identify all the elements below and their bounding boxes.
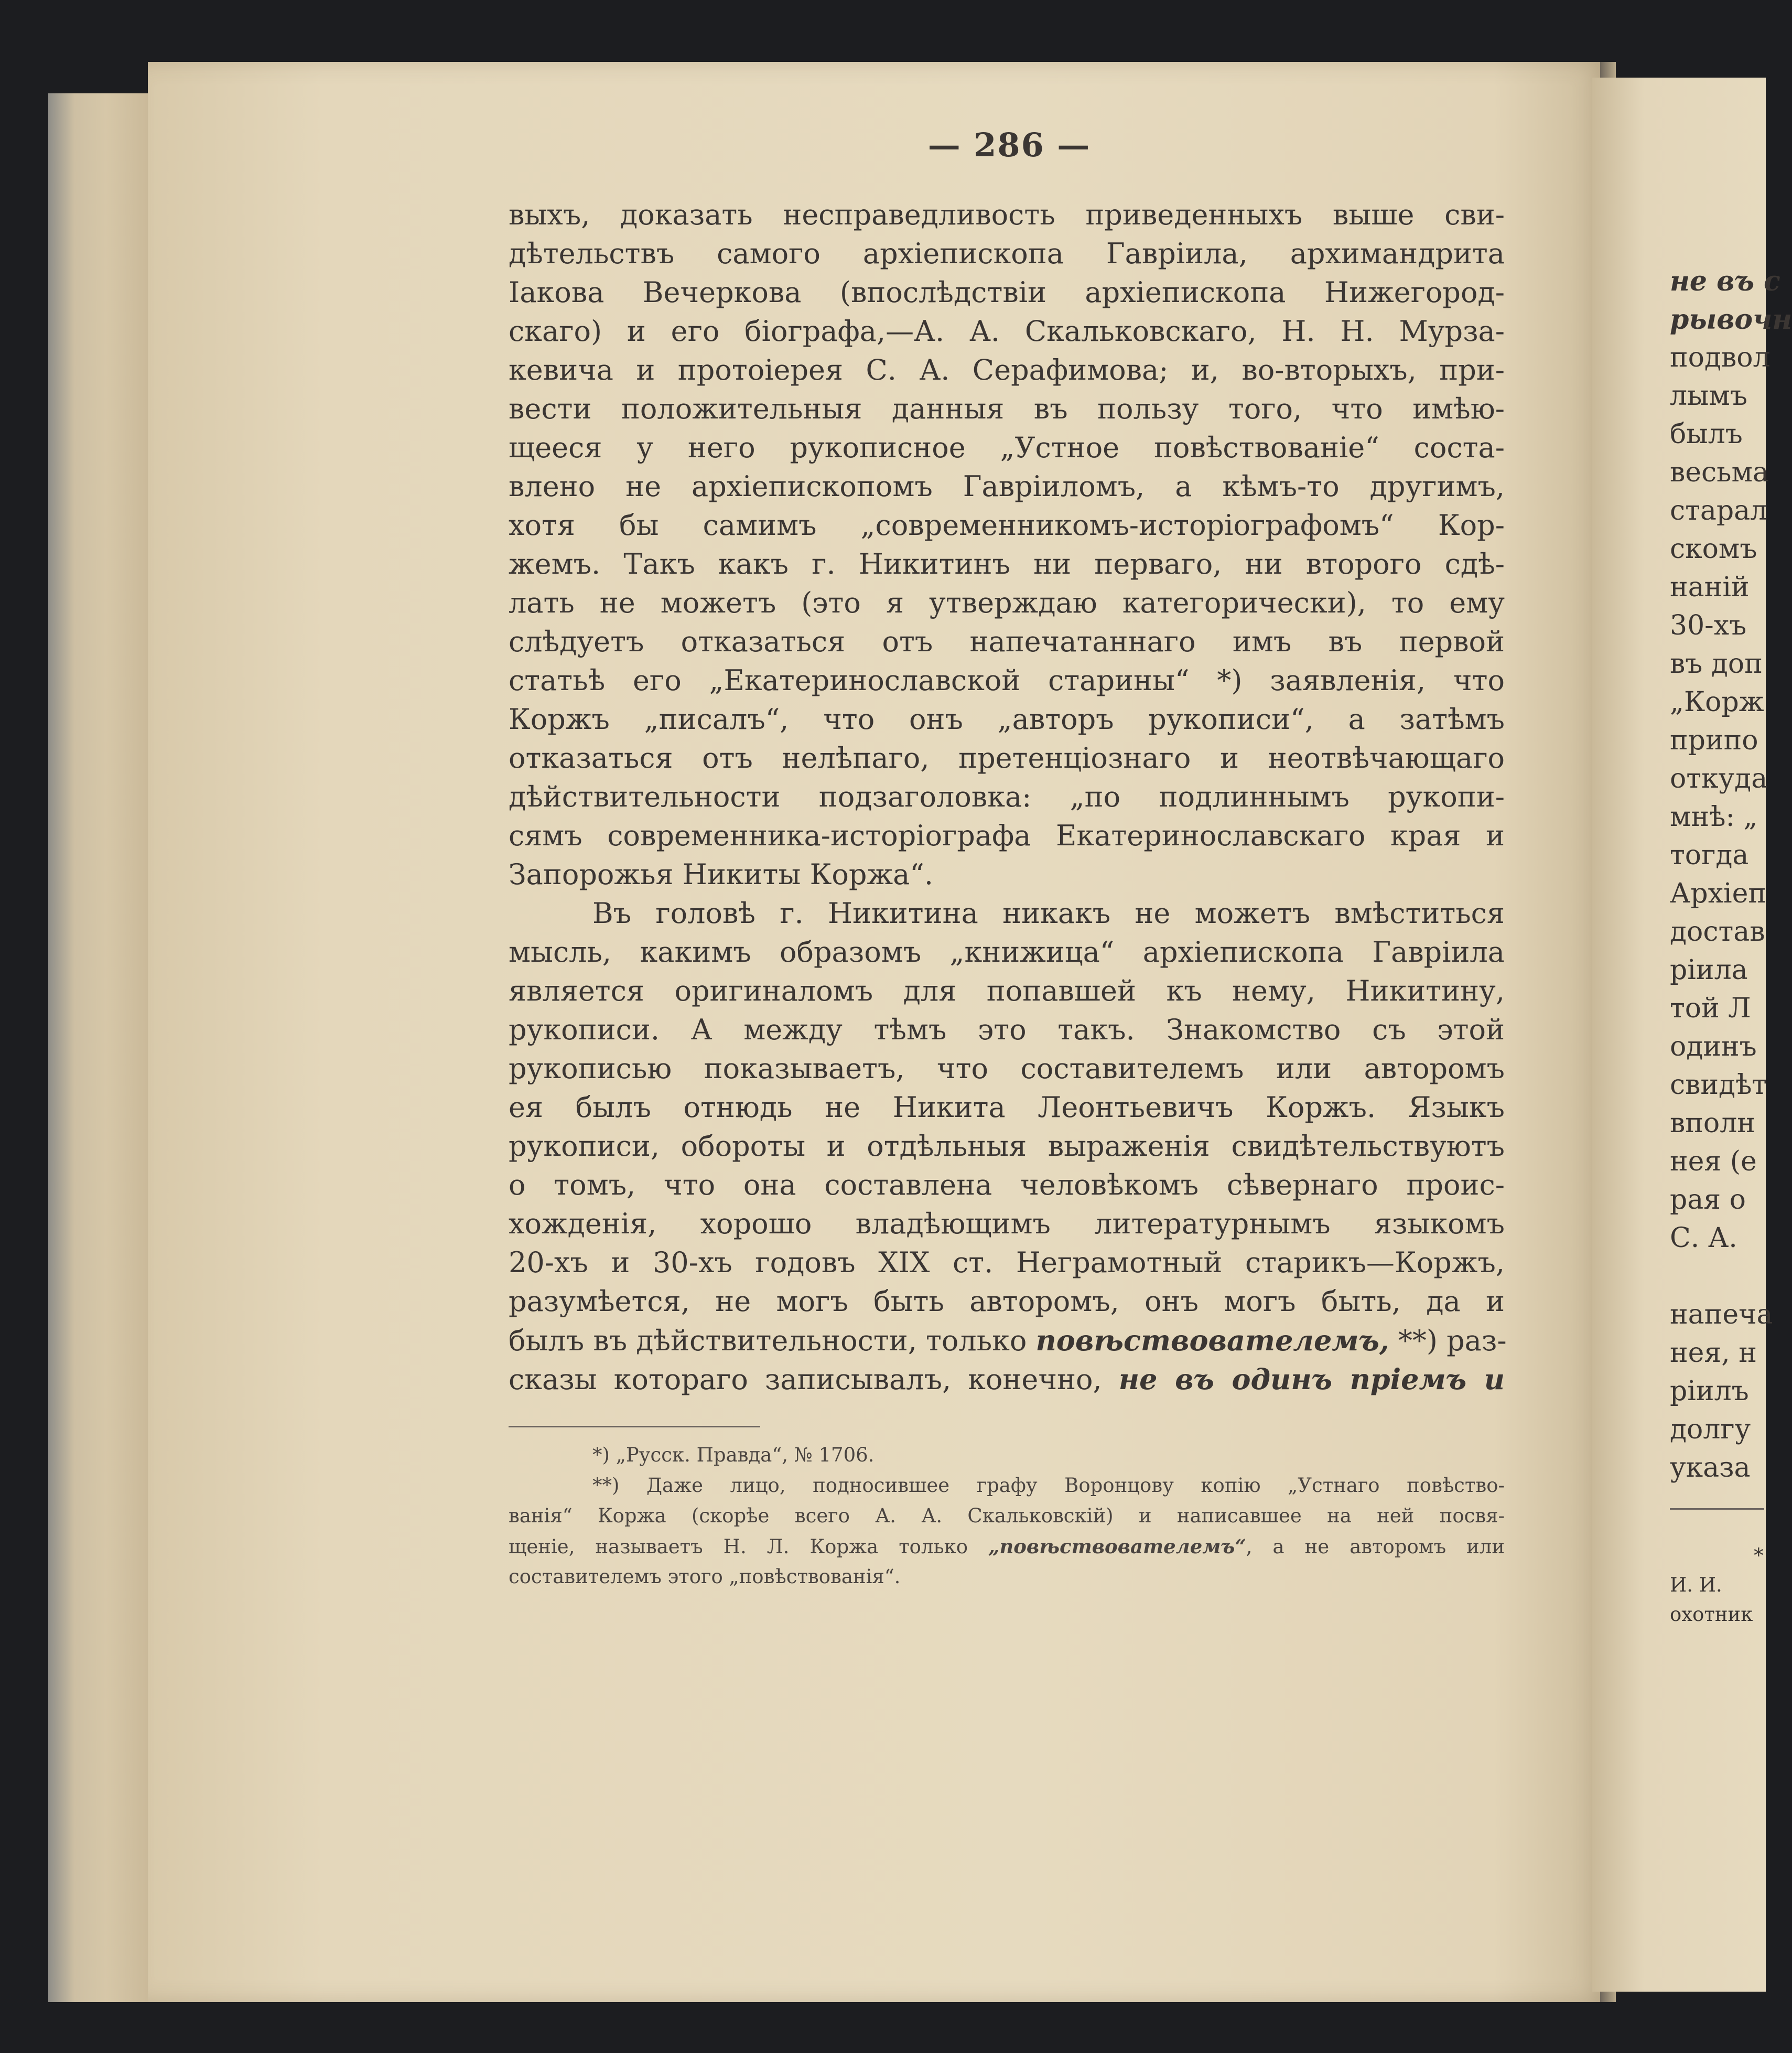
text-line: лать не можетъ (это я утверждаю категорически), то ему <box>509 586 1505 619</box>
footnote-2-line: **) Даже лицо, подносившее графу Воронцову копію „Устнаго повѣство- <box>592 1474 1505 1497</box>
text-line: выхъ, доказать несправедливость приведенныхъ выше сви- <box>509 198 1505 231</box>
right-text-line: припо <box>1670 725 1758 756</box>
text-line: щееся у него рукописное „Устное повѣствованіе“ соста- <box>509 431 1505 464</box>
text-line: слѣдуетъ отказаться отъ напечатаннаго имъ въ первой <box>509 625 1505 658</box>
text-line: дѣйствительности подзаголовка: „по подлиннымъ рукопи- <box>509 780 1505 813</box>
right-text-line: долгу <box>1670 1414 1751 1445</box>
text-line <box>509 1321 1505 1360</box>
text-line: рукописи, обороты и отдѣльныя выраженія свидѣтельствуютъ <box>509 1130 1505 1163</box>
text-segment: сказы котораго записывалъ, конечно, <box>509 1363 1102 1396</box>
right-page-text <box>1670 262 1792 1629</box>
text-segment: **) раз- <box>1398 1324 1507 1357</box>
right-text-line: свидѣт <box>1670 1069 1767 1101</box>
page-number: — 286 — <box>927 126 1091 164</box>
right-text-line: откуда <box>1670 763 1768 794</box>
left-page-text <box>509 126 1505 1592</box>
text-line: сямъ современника-исторіографа Екатеринославскаго края и <box>509 819 1505 852</box>
right-text-line: одинъ <box>1670 1031 1757 1062</box>
right-text-line <box>1670 1257 1775 1296</box>
text-line: вести положительныя данныя въ пользу того, что имѣю- <box>509 392 1505 425</box>
right-footnote-line: охотник <box>1670 1603 1753 1626</box>
text-line: жемъ. Такъ какъ г. Никитинъ ни перваго, ни второго сдѣ- <box>509 547 1505 581</box>
right-text-line: вполн <box>1670 1108 1755 1139</box>
italic-phrase: не въ одинъ пріемъ и <box>1118 1362 1505 1396</box>
right-text-line: напеча <box>1670 1299 1773 1330</box>
text-line <box>509 1360 1505 1399</box>
right-text-line: нея, н <box>1670 1337 1757 1369</box>
right-text-line: нея (е <box>1670 1146 1757 1177</box>
text-line: влено не архіепископомъ Гавріиломъ, а кѣмъ-то другимъ, <box>509 470 1505 503</box>
text-line: отказаться отъ нелѣпаго, претенціознаго и неотвѣчающаго <box>509 741 1505 775</box>
right-footnote-line: * <box>1754 1544 1764 1567</box>
right-text-line: былъ <box>1670 418 1743 450</box>
text-line: 20-хъ и 30-хъ годовъ XIX ст. Неграмотный старикъ—Коржъ, <box>509 1246 1505 1279</box>
right-text-line <box>1670 262 1780 300</box>
right-footnote-divider <box>1670 1508 1764 1510</box>
footnote-1: *) „Русск. Правда“, № 1706. <box>592 1444 875 1466</box>
italic-fragment: не въ с <box>1670 265 1780 297</box>
right-text-line: старал <box>1670 495 1768 526</box>
right-text-line: той Л <box>1670 993 1751 1024</box>
text-segment: щеніе, называетъ Н. Л. Коржа только <box>509 1535 968 1558</box>
text-line: скаго) и его біографа,—А. А. Скальковскаго, Н. Н. Мурза- <box>509 315 1505 348</box>
right-text-line <box>1670 300 1792 339</box>
italic-term: „повѣствователемъ“ <box>988 1535 1246 1558</box>
text-line: дѣтельствъ самого архіепископа Гавріила, архимандрита <box>509 237 1505 270</box>
right-text-line: тогда <box>1670 840 1749 871</box>
text-line: рукописи. А между тѣмъ это такъ. Знакомство съ этой <box>509 1013 1505 1046</box>
page-edges <box>48 93 153 2002</box>
text-line: кевича и протоіерея С. А. Серафимова; и, во-вторыхъ, при- <box>509 353 1505 386</box>
text-line: мысль, какимъ образомъ „книжица“ архіепископа Гавріила <box>509 936 1505 969</box>
footnote-divider <box>509 1426 760 1427</box>
right-text-line: 30-хъ <box>1670 610 1747 641</box>
right-text-line: весьма <box>1670 457 1769 488</box>
text-segment: , а не авторомъ или <box>1246 1535 1505 1558</box>
right-text-line: лымъ <box>1670 380 1747 412</box>
right-text-line: указа <box>1670 1452 1751 1484</box>
footnote-2-line: ванія“ Коржа (скорѣе всего А. А. Скальковскій) и написавшее на ней посвя- <box>509 1504 1505 1527</box>
right-text-line: въ доп <box>1670 648 1763 680</box>
text-line: ея былъ отнюдь не Никита Леонтьевичъ Коржъ. Языкъ <box>509 1091 1505 1124</box>
footnote-2-line: составителемъ этого „повѣствованія“. <box>509 1565 901 1588</box>
right-text-line: рая о <box>1670 1184 1746 1216</box>
text-line: разумѣется, не могъ быть авторомъ, онъ могъ быть, да и <box>509 1285 1505 1318</box>
text-line: рукописью показываетъ, что составителемъ или авторомъ <box>509 1052 1505 1085</box>
right-text-line: наній <box>1670 572 1750 603</box>
italic-fragment: рывочн <box>1670 304 1792 336</box>
text-segment: былъ въ дѣйствительности, только <box>509 1324 1027 1357</box>
right-footnote-line: И. И. <box>1670 1574 1722 1596</box>
text-line: Іакова Вечеркова (впослѣдствіи архіепископа Нижегород- <box>509 276 1505 309</box>
text-line: Въ головѣ г. Никитина никакъ не можетъ вмѣститься <box>592 897 1505 930</box>
text-line: хотя бы самимъ „современникомъ-исторіографомъ“ Кор- <box>509 509 1505 542</box>
right-text-line: скомъ <box>1670 533 1757 565</box>
right-text-line: ріила <box>1670 954 1748 986</box>
italic-term: повѣствователемъ, <box>1035 1324 1389 1357</box>
right-text-line: достав <box>1670 916 1765 948</box>
text-line: хожденія, хорошо владѣющимъ литературнымъ языкомъ <box>509 1207 1505 1240</box>
right-text-line: мнѣ: „ <box>1670 801 1758 833</box>
right-text-line: „Корж <box>1670 686 1764 718</box>
right-text-line: Архіеп <box>1670 878 1767 909</box>
right-text-line: С. А. <box>1670 1222 1737 1254</box>
text-line: Запорожья Никиты Коржа“. <box>509 858 934 891</box>
footnote-2-line <box>509 1531 1505 1562</box>
text-line: является оригиналомъ для попавшей къ нему, Никитину, <box>509 974 1505 1007</box>
text-line: Коржъ „писалъ“, что онъ „авторъ рукописи“, а затѣмъ <box>509 703 1505 736</box>
text-line: о томъ, что она составлена человѣкомъ сѣвернаго проис- <box>509 1168 1505 1201</box>
text-line: статьѣ его „Екатеринославской старины“ *) заявленія, что <box>509 664 1505 697</box>
right-text-line: подвол <box>1670 342 1771 373</box>
right-text-line: ріилъ <box>1670 1375 1749 1407</box>
